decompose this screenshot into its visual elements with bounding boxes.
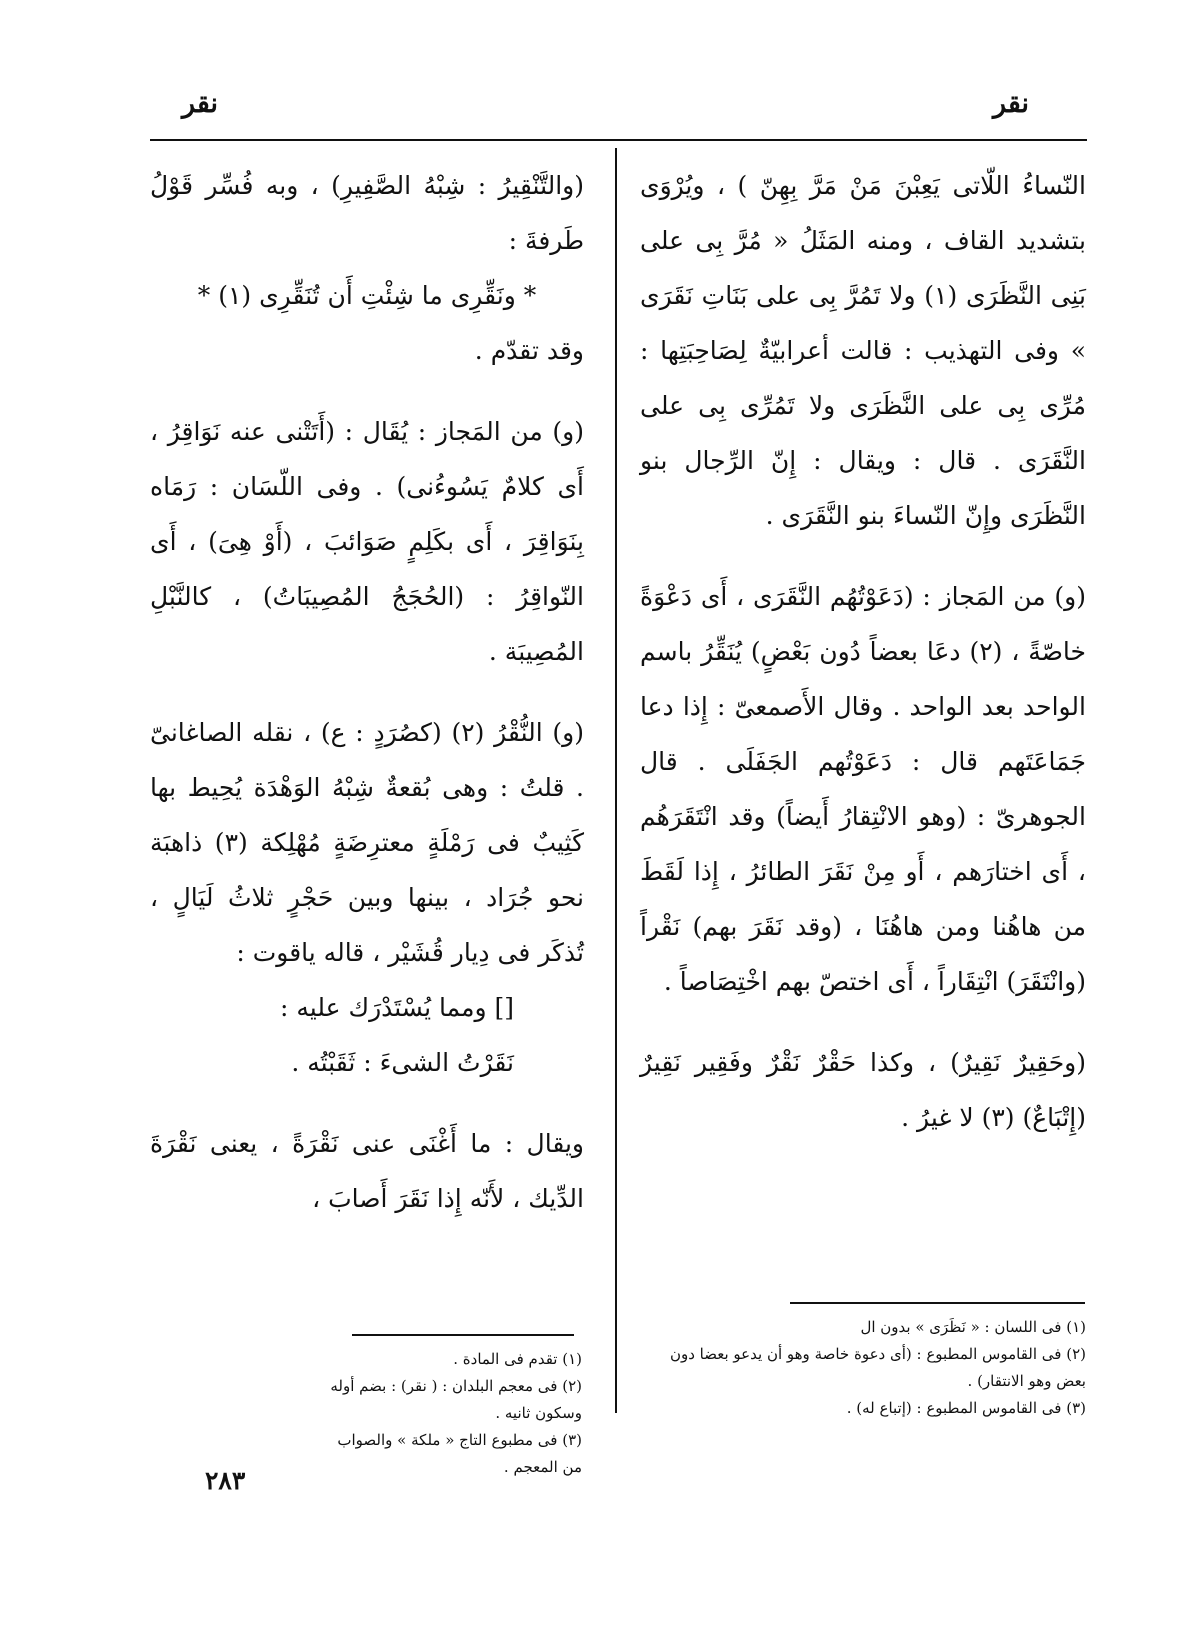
footnote: (١) فى اللسان : « نَظَرَى » بدون ال <box>860 1318 1086 1336</box>
right-column <box>640 158 1086 1145</box>
footnote: (٣) فى القاموس المطبوع : (إتباع له) . <box>846 1399 1086 1417</box>
footnote: (٢) فى القاموس المطبوع : (أى دعوة خاصة وهو أن يدعو بعضا دون بعض وهو الانتقار) . <box>669 1345 1086 1390</box>
footnotes-right <box>640 1314 1086 1422</box>
running-head-left: نقر <box>182 88 219 119</box>
footnotes-left <box>330 1346 582 1481</box>
paragraph: (وحَقِيرٌ نَقِيرٌ) ، وكذا حَقْرٌ نَقْرٌ وفَقِير نَقِيرٌ (إِتْبَاعٌ) (٣) لا غيرُ . <box>640 1048 1086 1132</box>
paragraph: نَقَرْتُ الشىءَ : ثَقَبْتُه . <box>291 1048 514 1077</box>
verse-line: * ونَقِّرِى ما شِئْتِ أَن تُنَقِّرِى (١) * <box>197 281 537 310</box>
page-number: ٢٨٣ <box>205 1466 246 1495</box>
column-divider <box>615 148 617 1413</box>
running-head-right: نقر <box>993 88 1030 119</box>
paragraph: النّساءُ اللّاتى يَعِبْنَ مَنْ مَرَّ بِهِنّ ) ، ويُرْوَى بتشديد القاف ، ومنه المَثَلُ « مُرَّ بِى على بَنِى النَّظَرَى (١) ولا تَمُرَّ بِى على بَنَاتِ نَقَرَى » وفى التهذيب : قالت أعرابيّةٌ لِصَاحِبَتِها : مُرِّى بِى على النَّظَرَى ولا تَمُرِّى بِى على النَّقَرَى . قال : ويقال : إِنّ الرِّجال بنو النَّظَرَى وإِنّ النّساءَ بنو النَّقَرَى . <box>640 171 1086 530</box>
footnote: (١) تقدم فى المادة . <box>453 1350 582 1368</box>
paragraph: (و) النُّقْرُ (٢) (كصُرَدٍ : ع) ، نقله الصاغانىّ . قلتُ : وهى بُقعةٌ شِبْهُ الوَهْدَة يُحِيط بها كَثِيبٌ فى رَمْلَةٍ معترِضَةٍ مُهْلِكة (٣) ذاهبَة نحو جُرَاد ، بينها وبين حَجْرٍ ثلاثُ لَيَالٍ ، تُذكَر فى دِيار قُشَيْر ، قاله ياقوت : <box>150 718 584 967</box>
paragraph: ويقال : ما أَغْنَى عنى نَقْرَةً ، يعنى نَقْرَةَ الدِّيك ، لأَنّه إِذا نَقَرَ أَصابَ ، <box>150 1129 584 1213</box>
footnote: (٣) فى مطبوع التاج « ملكة » والصواب من المعجم . <box>337 1431 582 1476</box>
header-rule <box>150 139 1087 141</box>
paragraph: (و) من المَجاز : (دَعَوْتُهُم النَّقَرَى ، أَى دَعْوَةً خاصّةً ، (٢) دعَا بعضاً دُون بَعْضٍ) يُنَقِّرُ باسم الواحد بعد الواحد . وقال الأَصمعىّ : إِذا دعا جَمَاعَتَهم قال : دَعَوْتُهم الجَفَلَى . قال الجوهرىّ : (وهو الانْتِقارُ أَيضاً) وقد انْتَقَرَهُم ، أَى اختارَهم ، أَو مِنْ نَقَرَ الطائرُ ، إِذا لَقَطَ من هاهُنا ومن هاهُنَا ، (وقد نَقَرَ بهم) نَقْراً (وانْتَقَرَ) انْتِقَاراً ، أَى اختصّ بهم اخْتِصَاصاً . <box>640 582 1087 996</box>
addendum-heading: [] ومما يُسْتَدْرَك عليه : <box>280 993 514 1022</box>
footnote: (٢) فى معجم البلدان : ( نقر) : بضم أوله وسكون ثانيه . <box>330 1377 582 1422</box>
left-column <box>150 158 584 1226</box>
paragraph: (و) من المَجاز : يُقَال : (أَتَتْنى عنه نَوَاقِرُ ، أَى كلامٌ يَسُوءُنى) . وفى اللّسَان : رَمَاه بِنَوَاقِرَ ، أَى بكَلِمٍ صَوَائبَ ، (أَوْ هِىَ) ، أَى النّواقِرُ : (الحُجَجُ المُصِيبَاتُ) ، كالنَّبْلِ المُصِيبَة . <box>150 417 584 666</box>
footnote-rule-left <box>352 1334 574 1336</box>
paragraph: وقد تقدّم . <box>474 336 584 365</box>
paragraph: (والتَّنْقِيرُ : شِبْهُ الصَّفِيرِ) ، وبه فُسِّر قَوْلُ طَرفةَ : <box>150 171 584 255</box>
footnote-rule-right <box>790 1302 1085 1304</box>
